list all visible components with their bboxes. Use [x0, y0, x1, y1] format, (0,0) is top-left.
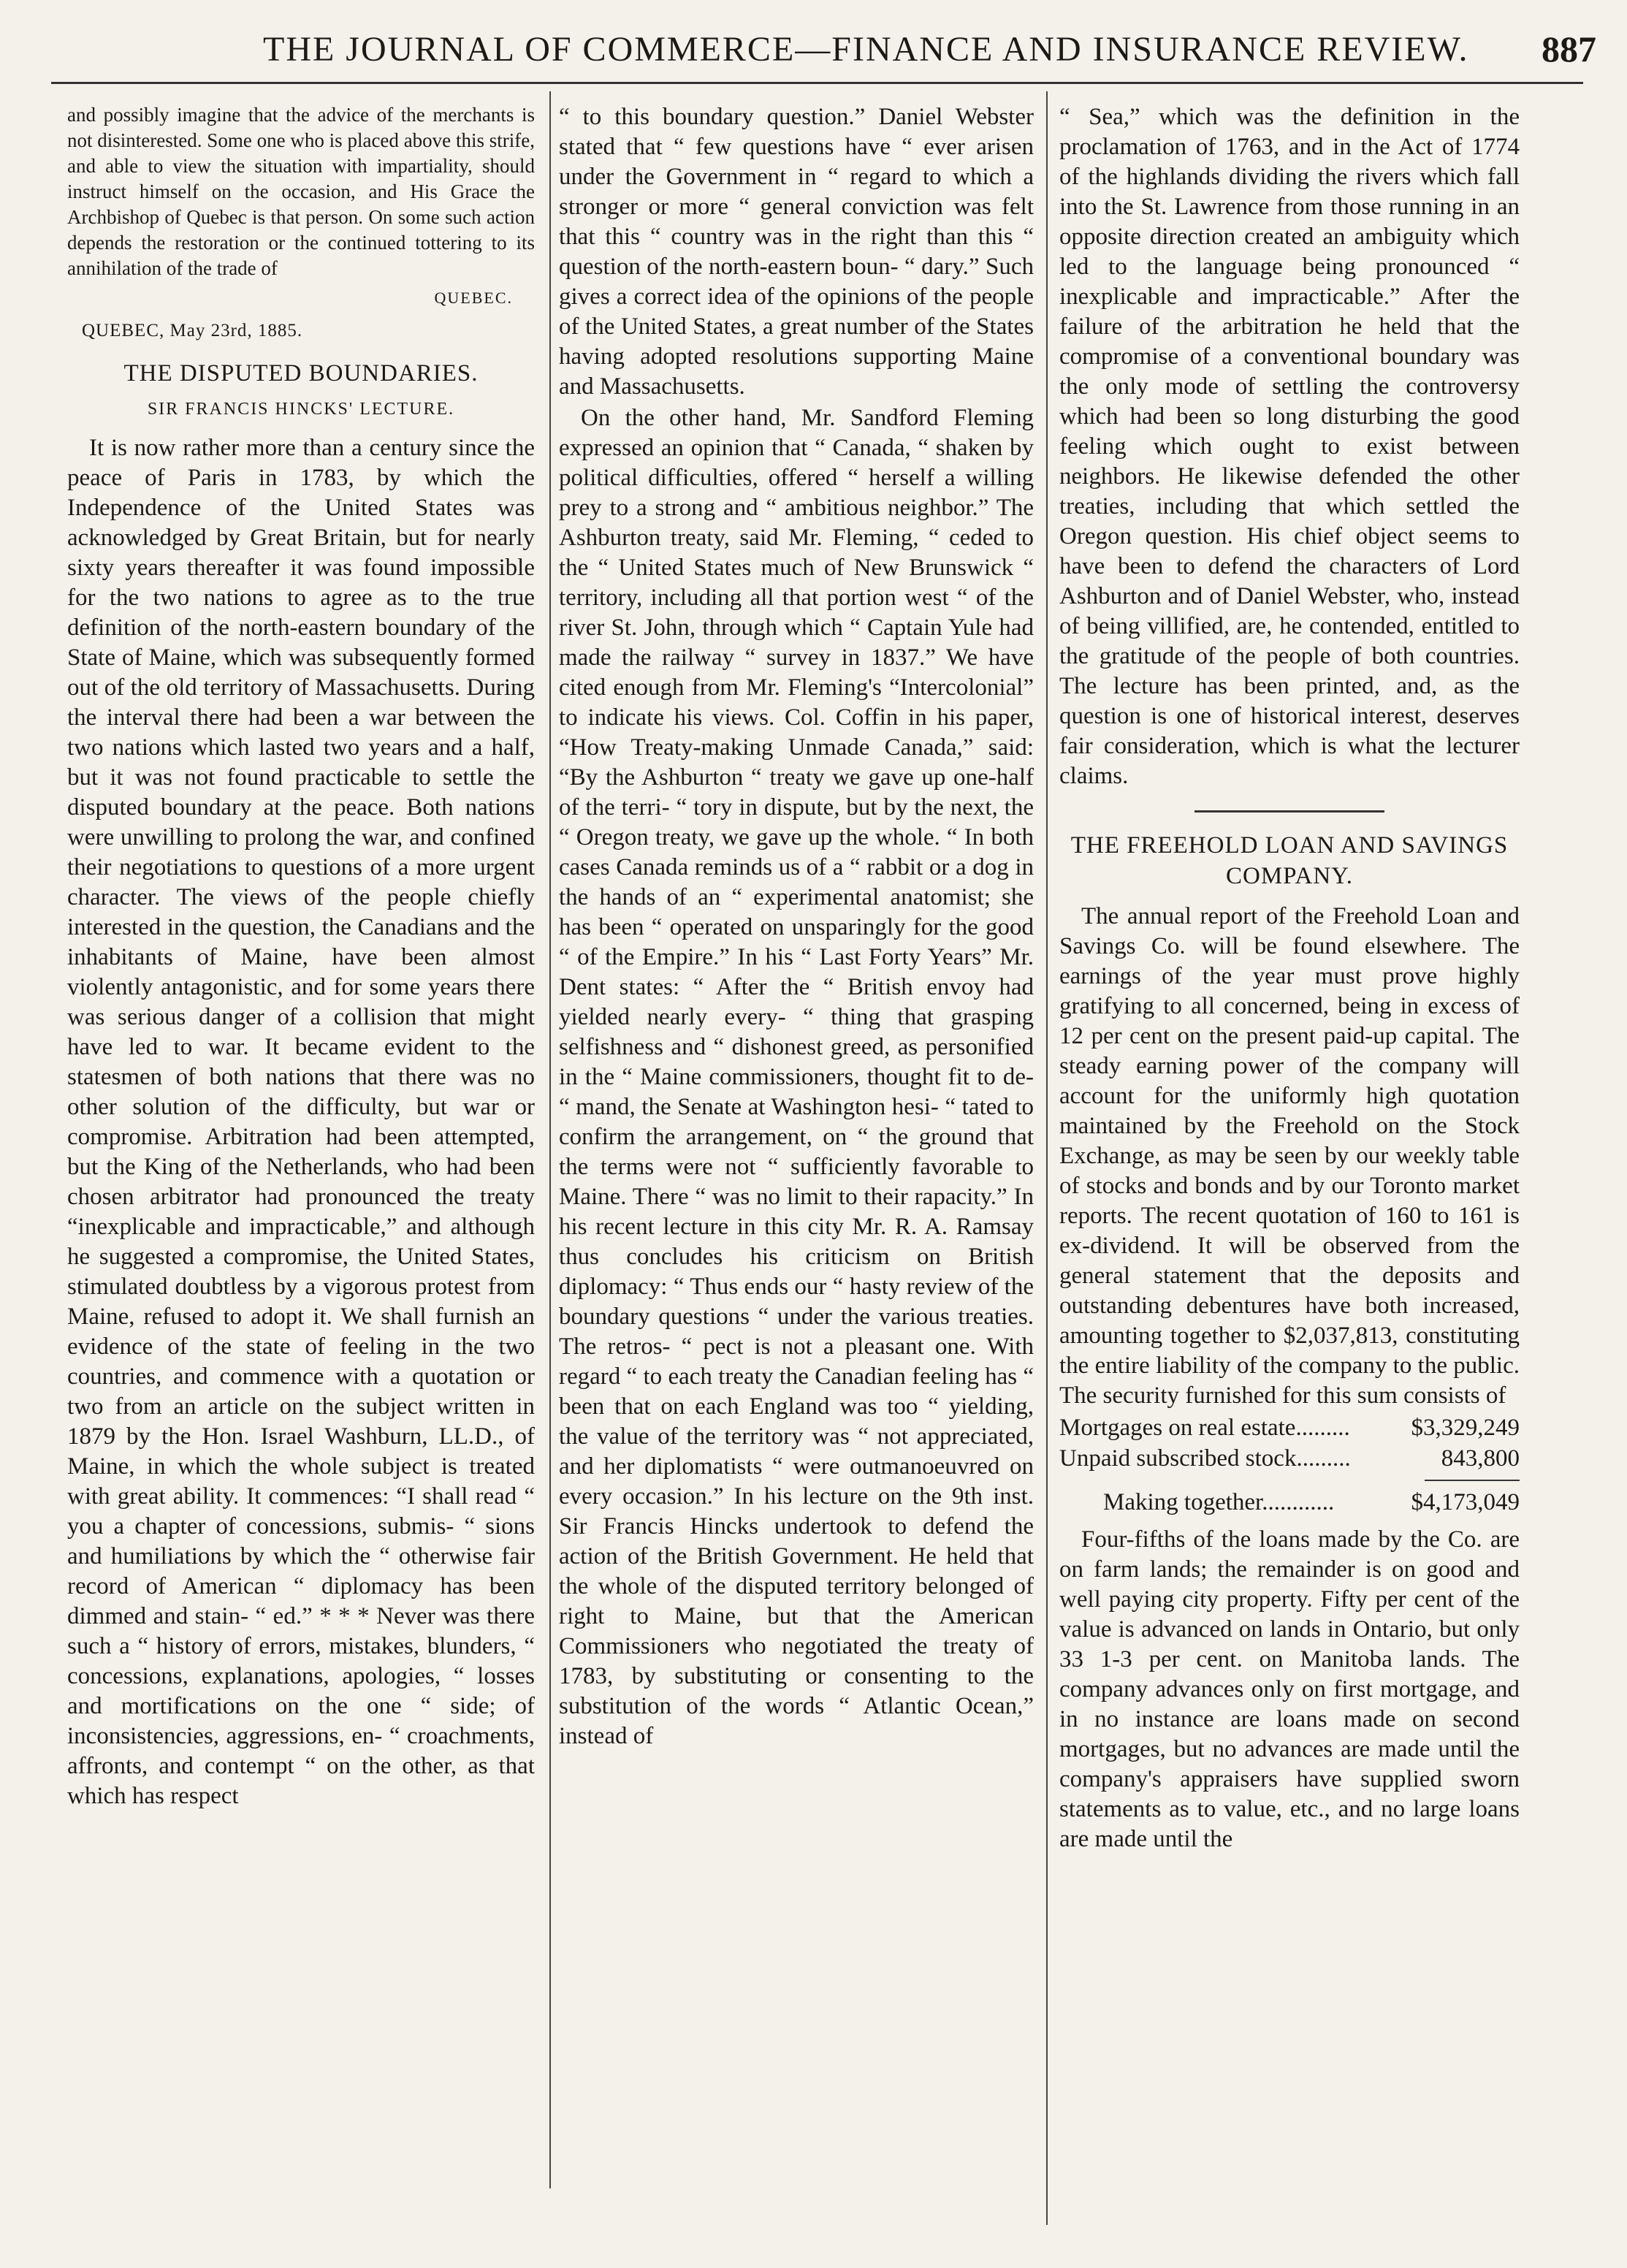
- total-row: [1059, 1487, 1520, 1518]
- row-label: Mortgages on real estate.........: [1059, 1415, 1350, 1441]
- letter-dateline: QUEBEC, May 23rd, 1885.: [82, 321, 303, 340]
- journal-title: THE JOURNAL OF COMMERCE—FINANCE AND INSURANCE REVIEW.: [263, 30, 1469, 69]
- letter-signature: QUEBEC.: [434, 289, 513, 307]
- article-title-freehold: THE FREEHOLD LOAN AND SAVINGS COMPANY.: [1070, 832, 1509, 889]
- security-table: [1059, 1412, 1520, 1518]
- table-row: [1059, 1412, 1520, 1443]
- article-paragraph: The annual report of the Freehold Loan and Savings Co. will be found elsewhere. The earnings of the year must prove highly gratifying to all concerned, being in excess of 12 per cent on the present paid-up capital. The steady earning power of the company will account for the uniformly high quotation maintained by the Freehold on the Stock Exchange, as may be seen by our weekly table of stocks and bonds and by our Toronto market reports. The recent quotation of 160 to 161 is ex-dividend. It will be observed from the general statement that the deposits and outstanding debentures have both increased, amounting together to $2,037,813, constituting the entire liability of the company to the public. The security furnished for this sum consists of: [1059, 903, 1520, 1409]
- column-divider: [1046, 91, 1048, 2225]
- header-rule: [51, 82, 1583, 84]
- total-value: $4,173,049: [1411, 1489, 1520, 1515]
- table-row: [1059, 1443, 1520, 1474]
- section-rule: [1194, 810, 1384, 813]
- total-label: Making together............: [1103, 1489, 1335, 1515]
- page-number: 887: [1542, 28, 1596, 69]
- column-divider: [549, 91, 551, 2188]
- article-title-boundaries: THE DISPUTED BOUNDARIES.: [123, 360, 479, 387]
- article-paragraph: Four-fifths of the loans made by the Co. are on farm lands; the remainder is on good and well paying city property. Fifty per cent of the value is advanced on lands in Ontario, but only 33 1-3 per cent. on Manitoba lands. The company advances only on first mortgage, and in no instance are loans made on second mortgages, but no advances are made until the company's appraisers have supplied sworn statements as to value, etc., and no large loans are made until the: [1059, 1526, 1520, 1852]
- row-value: 843,800: [1441, 1445, 1520, 1472]
- column-1: [67, 102, 535, 1813]
- page-header: [44, 20, 1605, 86]
- column-2: [559, 102, 1034, 1753]
- row-label: Unpaid subscribed stock.........: [1059, 1445, 1351, 1472]
- column-3: [1059, 102, 1520, 1856]
- letter-ending: and possibly imagine that the advice of the merchants is not disinterested. Some one who is placed above this strife, and able to view the situation with impartiality, should instruct himself on the occasion, and His Grace the Archbishop of Quebec is that person. On some such action depends the restoration or the continued tottering to its annihilation of the trade of: [67, 104, 535, 279]
- article-paragraph: It is now rather more than a century since the peace of Paris in 1783, by which the Independence of the United States was acknowledged by Great Britain, but for nearly sixty years thereafter it was found impossible for the two nations to agree as to the true definition of the north-eastern boundary of the State of Maine, which was subsequently formed out of the old territory of Massachusetts. During the interval there had been a war between the two nations which lasted two years and a half, but it was not found practicable to settle the disputed boundary at the peace. Both nations were unwilling to prolong the war, and confined their negotiations to questions of a more urgent character. The views of the people chiefly interested in the question, the Canadians and the inhabitants of Maine, have been almost violently antagonistic, and for some years there was serious danger of a collision that might have led to war. It became evident to the statesmen of both nations that there was no other solution of the difficulty, but war or compromise. Arbitration had been attempted, but the King of the Netherlands, who had been chosen arbitrator had pronounced the treaty “inexplicable and impracticable,” and although he suggested a compromise, the United States, stimulated doubtless by a vigorous protest from Maine, refused to adopt it. We shall furnish an evidence of the state of feeling in the two countries, and commence with a quotation or two from an article on the subject written in 1879 by the Hon. Israel Washburn, LL.D., of Maine, in which the whole subject is treated with great ability. It commences: “I shall read “ you a chapter of concessions, submis- “ sions and humiliations by which the “ otherwise fair record of American “ diplomacy has been dimmed and stain- “ ed.” * * * Never was there such a “ history of errors, mistakes, blunders, “ concessions, explanations, apologies, “ losses and mortifications on the one “ side; of inconsistencies, aggressions, en- “ croachments, affronts, and contempt “ on the other, as that which has respect: [67, 435, 535, 1809]
- article-subtitle: SIR FRANCIS HINCKS' LECTURE.: [147, 400, 455, 419]
- article-paragraph: “ to this boundary question.” Daniel Webster stated that “ few questions have “ ever arisen under the Government in “ regard to which a stronger or more “ general conviction was felt that this “ country was in the right than this “ question of the north-eastern boun- “ dary.” Such gives a correct idea of the opinions of the people of the United States, a great number of the States having adopted resolutions supporting Maine and Massachusetts.: [559, 104, 1034, 400]
- sum-rule: [1425, 1480, 1520, 1481]
- row-value: $3,329,249: [1411, 1415, 1520, 1441]
- article-paragraph: “ Sea,” which was the definition in the proclamation of 1763, and in the Act of 1774 of the highlands dividing the rivers which fall into the St. Lawrence from those running in an opposite direction created an ambiguity which led to the language being pronounced “ inexplicable and impracticable.” After the failure of the arbitration he held that the compromise of a conventional boundary was the only mode of settling the controversy which had been so long disturbing the good feeling which ought to exist between neighbors. He likewise defended the other treaties, including that which settled the Oregon question. His chief object seems to have been to defend the characters of Lord Ashburton and of Daniel Webster, who, instead of being villified, are, he contended, entitled to the gratitude of the people of both countries. The lecture has been printed, and, as the question is one of historical interest, deserves fair consideration, which is what the lecturer claims.: [1059, 104, 1520, 789]
- article-paragraph: On the other hand, Mr. Sandford Fleming expressed an opinion that “ Canada, “ shaken by political difficulties, offered “ herself a willing prey to a strong and “ ambitious neighbor.” The Ashburton treaty, said Mr. Fleming, “ ceded to the “ United States much of New Brunswick “ territory, including all that portion west “ of the river St. John, through which “ Captain Yule had made the railway “ survey in 1837.” We have cited enough from Mr. Fleming's “Intercolonial” to indicate his views. Col. Coffin in his paper, “How Treaty-making Unmade Canada,” said: “By the Ashburton “ treaty we gave up one-half of the terri- “ tory in dispute, but by the next, the “ Oregon treaty, we gave up the whole. “ In both cases Canada reminds us of a “ rabbit or a dog in the hands of an “ experimental anatomist; she has been “ operated on unsparingly for the good “ of the Empire.” In his “ Last Forty Years” Mr. Dent states: “ After the “ British envoy had yielded nearly every- “ thing that grasping selfishness and “ dishonest greed, as personified in the “ Maine commissioners, thought fit to de- “ mand, the Senate at Washington hesi- “ tated to confirm the arrangement, on “ the ground that the terms were not “ sufficiently favorable to Maine. There “ was no limit to their rapacity.” In his recent lecture in this city Mr. R. A. Ramsay thus concludes his criticism on British diplomacy: “ Thus ends our “ hasty review of the boundary questions “ under the various treaties. The retros- “ pect is not a pleasant one. With regard “ to each treaty the Canadian feeling has “ been that on each England was too “ yielding, the value of the territory was “ not appreciated, and her diplomatists “ were outmanoeuvred on every occasion.” In his lecture on the 9th inst. Sir Francis Hincks undertook to defend the action of the British Government. He held that the whole of the disputed territory belonged of right to Maine, but that the American Commissioners who negotiated the treaty of 1783, by substituting or consenting to the substitution of the words “ Atlantic Ocean,” instead of: [559, 405, 1034, 1749]
